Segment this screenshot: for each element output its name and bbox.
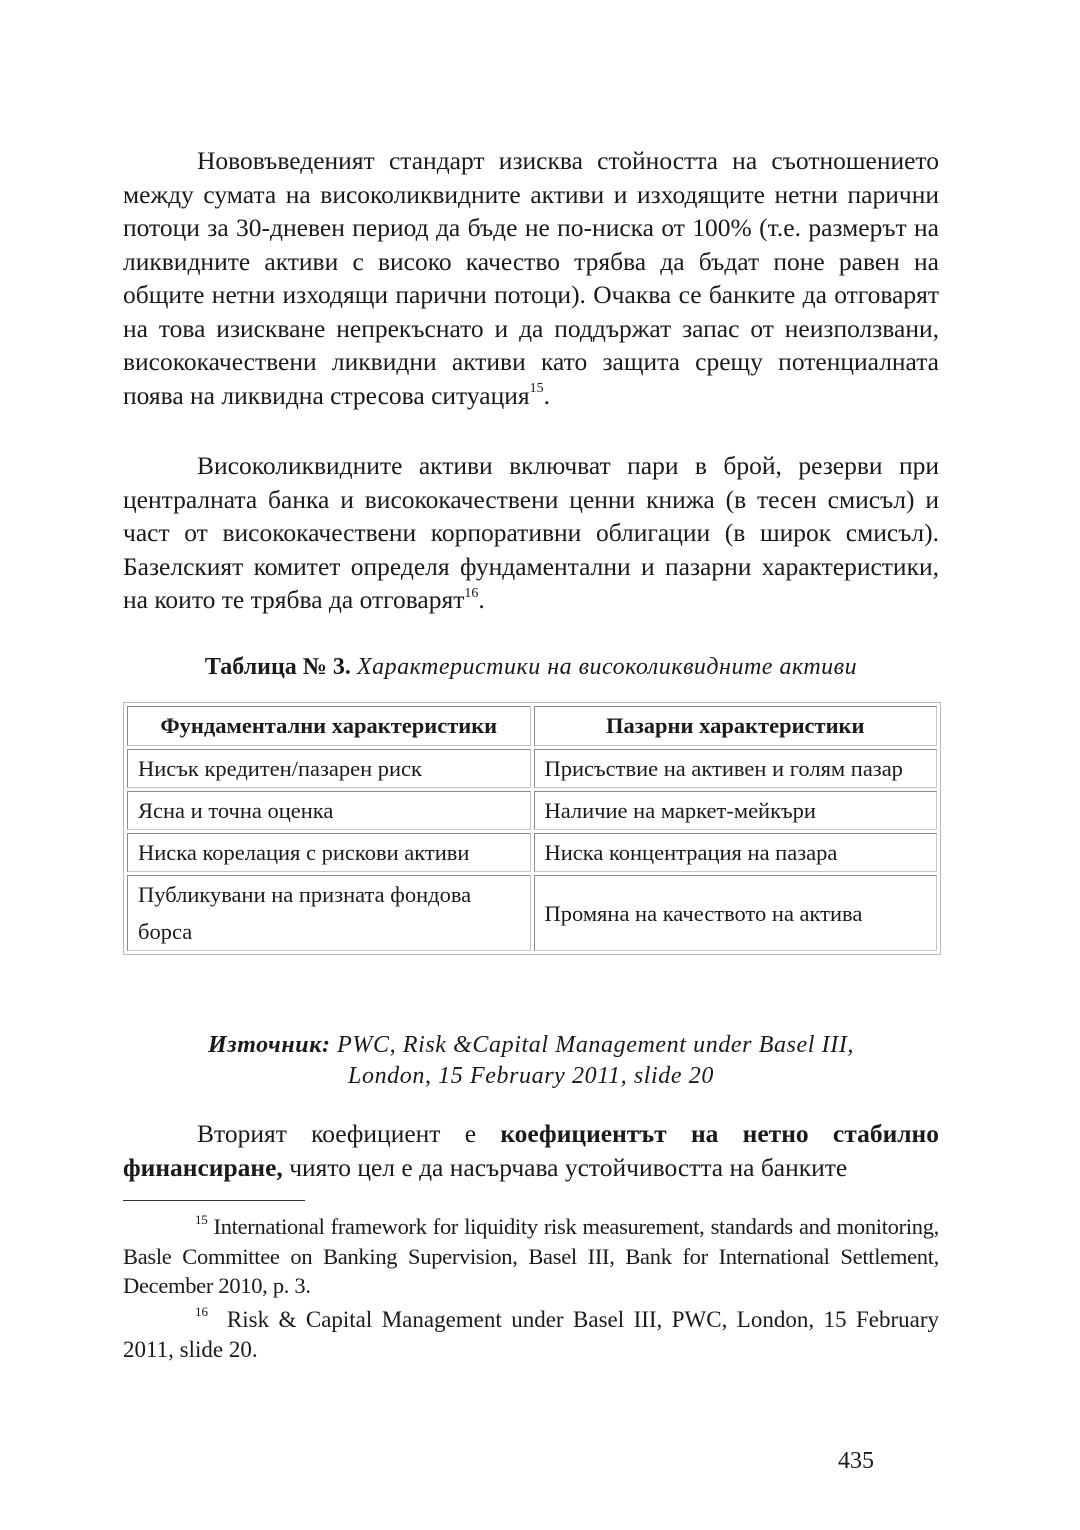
characteristics-table [123,702,941,955]
footnote-ref-16[interactable]: 16 [464,585,479,601]
table-row [127,749,937,788]
table-cell: Присъствие на активен и голям пазар [534,749,938,788]
paragraph-nsfr: Вторият коефициент е коефициентът на нетно стабилно финансиране, чиято цел е да насърчава устойчивостта на банките [123,1119,940,1182]
header-market: Пазарни характеристики [534,706,938,746]
table-cell: Нисък кредитен/пазарен риск [127,749,531,788]
paragraph-hqla: Високоликвидните активи включват пари в брой, резерви при централната банка и висококачествени ценни книжа (в тесен смисъл) и част от висококачествени корпоративни облигации (в широк смисъл). Базелският комитет определя фундаментални и пазарни характеристики, на които те трябва да отговарят$^{16}$. [123,451,939,614]
nsfr-term: коефициентът на нетно стабилно финансиране, [123,1119,940,1182]
table-cell: Ясна и точна оценка [127,791,531,830]
table-title: Характеристики на високоликвидните активи [356,654,858,680]
table-number: Таблица № 3. [204,654,351,680]
table-caption [123,652,939,682]
table-cell: Публикувани на призната фондова борса [127,875,531,951]
footnote-ref-15[interactable]: 15 [529,381,544,396]
footnote-number: 15 [195,1211,208,1227]
footnote-divider [123,1200,305,1201]
header-fundamental: Фундаментални характеристики [127,706,531,746]
table-cell: Ниска корелация с рискови активи [127,833,531,872]
page-number: 435 [838,1448,874,1474]
table-source: Източник: PWC, Risk &Capital Management under Basel III, London, 15 February 2011, slide 20 [207,1032,855,1089]
table-header-row [127,706,937,746]
paragraph-lcr: Нововъведеният стандарт изисква стойността на съотношението между сумата на високоликвидните активи и изходящите нетни парични потоци за 30-дневен период да бъде не по-ниска от 100% (т.е. размерът на ликвидните активи с високо качество трябва да бъдат поне равен на общите нетни изходящи парични потоци). Очаква се банките да отговарят на това изискване непрекъснато и да поддържат запас от неизползвани, висококачествени ликвидни активи като защита срещу потенциалната поява на ликвидна стресова ситуация$^{15}$. [123,146,939,410]
source-label: Източник: [207,1032,331,1058]
table-cell: Ниска концентрация на пазара [534,833,938,872]
footnote-number: 16 [195,1304,208,1320]
table-cell: Промяна на качеството на актива [534,875,938,951]
table-row [127,875,937,951]
footnote-15: $^{15}$ International framework for liquidity risk measurement, standards and monitoring, Basle Committee on Banking Supervision, Basel III, Bank for International Settlement, December 2010, p. 3. [123,1211,939,1298]
table-row [127,833,937,872]
table-cell: Наличие на маркет-мейкъри [534,791,938,830]
footnote-16: $^{16}$ Risk & Capital Management under Basel III, PWC, London, 15 February 2011, slide 20. [123,1304,939,1362]
table-row [127,791,937,830]
